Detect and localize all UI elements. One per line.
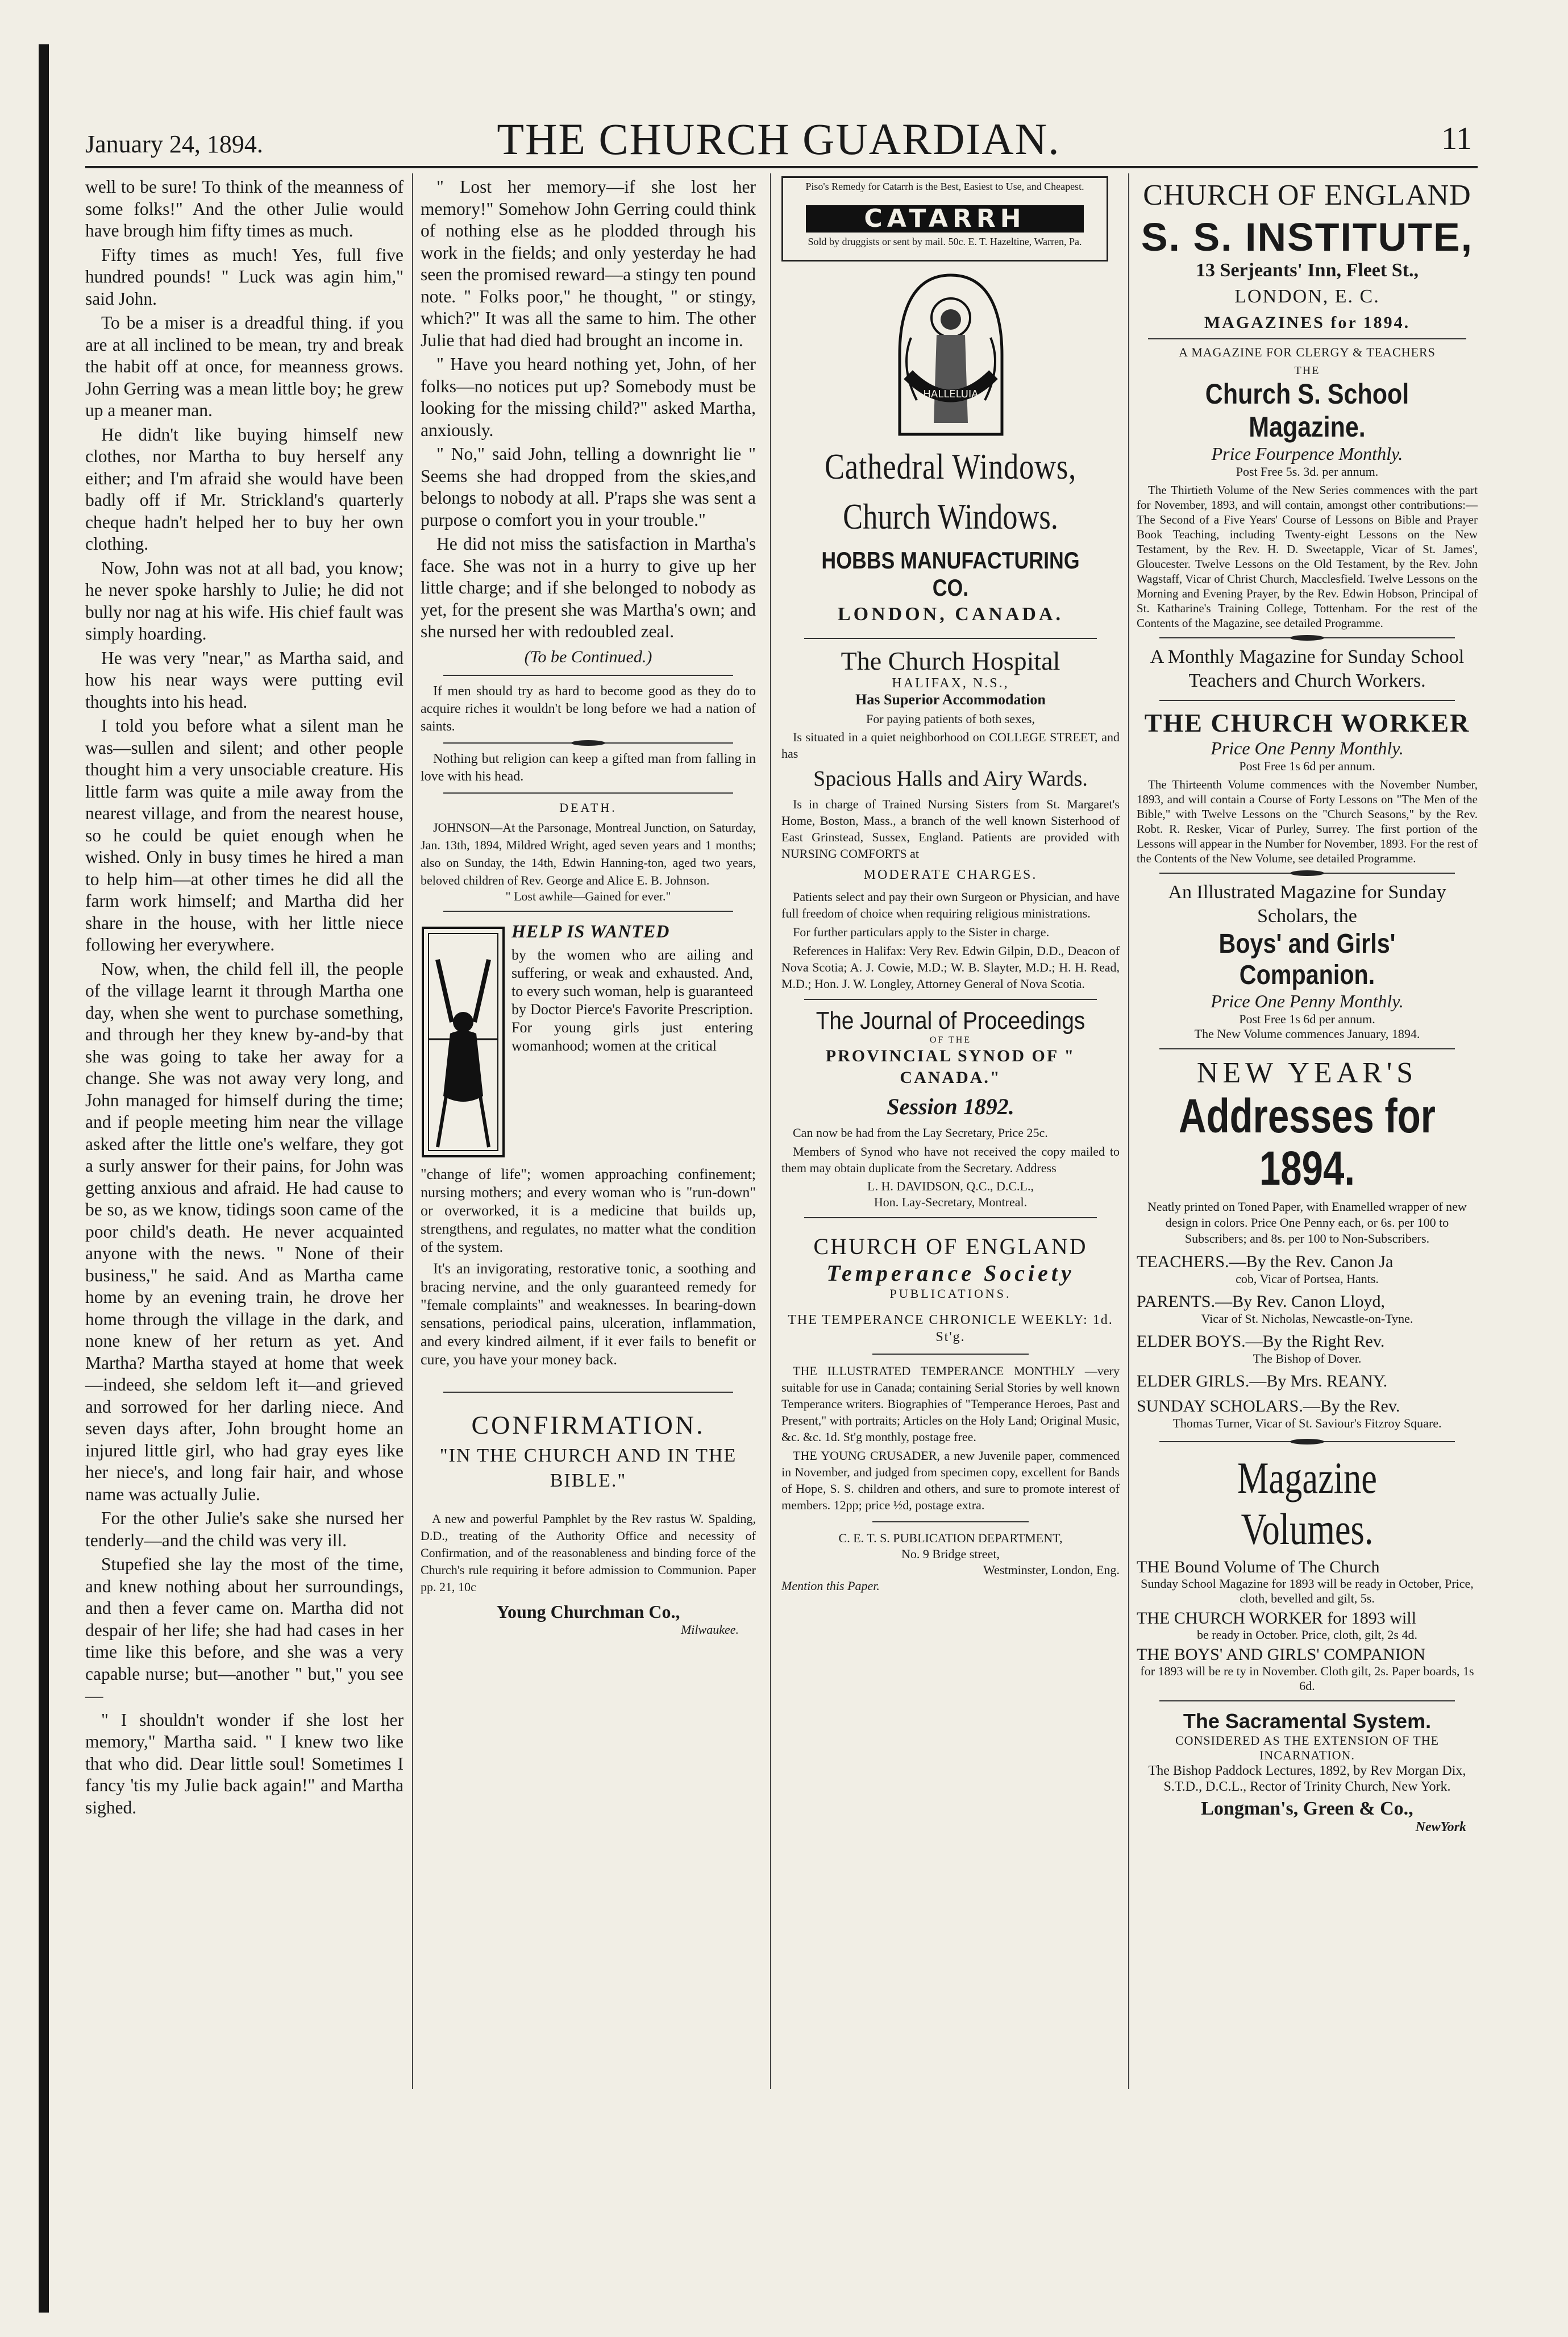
hospital-charges: MODERATE CHARGES.: [863, 867, 1038, 882]
hobbs-cities: LONDON, CANADA.: [837, 604, 1064, 625]
institute-coe: CHURCH OF ENGLAND: [1143, 179, 1471, 211]
temperance-address: No. 9 Bridge street,: [901, 1547, 1000, 1561]
angel-window-illustration: [877, 269, 1025, 440]
temperance-heading: CHURCH OF ENGLAND: [813, 1234, 1088, 1259]
catarrh-ad-bottom: Sold by druggists or sent by mail. 50c. E. T. Hazeltine, Warren, Pa.: [808, 236, 1082, 247]
address-entry: ELDER GIRLS.—By Mrs. REANY.: [1137, 1372, 1388, 1390]
filler-paragraph: If men should try as hard to become good as they do to acquire riches it wouldn't be long before we had a nation of saints.: [421, 683, 756, 734]
journal-synod: PROVINCIAL SYNOD OF " CANADA.": [825, 1047, 1076, 1087]
catarrh-word: CATARRH: [806, 205, 1084, 233]
journal-heading: The Journal of Proceedings: [816, 1007, 1085, 1035]
csm-post: Post Free 5s. 3d. per annum.: [1236, 464, 1379, 479]
cathedral-windows-heading: Cathedral Windows,: [824, 446, 1077, 487]
volume-entry: THE BOYS' AND GIRLS' COMPANION: [1137, 1645, 1426, 1664]
illustrated-magazine-text: An Illustrated Magazine for Sunday Scholars, the: [1168, 882, 1446, 927]
filler-paragraph: Nothing but religion can keep a gifted man from falling in love with his head.: [421, 751, 756, 784]
story-paragraph: He did not miss the satisfaction in Martha's face. She was not in a hurry to give up her little charge; and if she belonged to nobody as yet, for the present she was Martha's own; and she nursed her with redoubled zeal.: [421, 534, 756, 641]
ads-column-4: [1137, 176, 1478, 1835]
separator-rule: [1159, 700, 1455, 701]
longman-publisher: Longman's, Green & Co.,: [1201, 1798, 1413, 1819]
story-paragraph: " I shouldn't wonder if she lost her memory," Martha said. " I knew two like that who did. Dear little soul! Sometimes I fancy 'tis my Julie back again!" and Martha sighed.: [85, 1709, 404, 1817]
magazine-volumes-heading: Magazine Volumes.: [1237, 1453, 1377, 1554]
story-paragraph: Now, John was not at all bad, you know; he never spoke harshly to Julie; he did not bully nor nag at his wife. His chief fault was simply hoarding.: [85, 558, 404, 644]
help-wanted-text: It's an invigorating, restorative tonic, a soothing and bracing nervine, and the only guaranteed remedy for "female complaints" and weaknesses. In bearing-down sensations, periodical pains, ulceration, inflammation, and every kindred ailment, if it ever fails to benefit or cure, you have your money back.: [421, 1260, 756, 1368]
hobbs-company: HOBBS MANUFACTURING CO.: [821, 547, 1080, 601]
separator-rule: [1148, 338, 1466, 339]
catarrh-ad: [781, 176, 1108, 261]
volume-entry-sub: for 1893 will be re ty in November. Cloth gilt, 2s. Paper boards, 1s 6d.: [1140, 1664, 1474, 1693]
journal-text: Can now be had from the Lay Secretary, Price 25c.: [793, 1126, 1048, 1140]
page-number: 11: [1441, 121, 1472, 156]
separator-rule: [443, 1392, 733, 1393]
separator-rule: [443, 792, 733, 794]
temperance-text: THE ILLUSTRATED TEMPERANCE MONTHLY —very suitable for use in Canada; containing Serial Stories by well known Temperance writers. Biographies of "Temperance Heroes, Past and Present," with portraits; Articles on the Holy Land; Original Music, &c. &c. 1d. St'g monthly, postage free.: [781, 1364, 1120, 1444]
woman-figure-illustration: [421, 925, 506, 1159]
separator-rule: [804, 999, 1097, 1000]
separator-rule: [872, 1354, 1029, 1355]
confirmation-subtitle: "IN THE CHURCH AND IN THE BIBLE.": [439, 1444, 737, 1491]
confirmation-heading: CONFIRMATION.: [471, 1410, 705, 1439]
confirmation-city: Milwaukee.: [680, 1622, 739, 1637]
hospital-text: Is situated in a quiet neighborhood on COLLEGE STREET, and has: [781, 730, 1120, 761]
boys-girls-companion-title: Boys' and Girls' Companion.: [1218, 929, 1396, 990]
csm-description: The Thirtieth Volume of the New Series commences with the part for November, 1893, and will contain, amongst other contributions:—The Second of a Five Years' Course of Lessons on Bible and Prayer Book Teaching, including Twenty-eight Lessons on the New Testament, by the Rev. H. D. Sweetapple, Vicar of St. James', Gloucester. Twelve Lessons on the Old Testament, by the Rev. John Wagstaff, Vicar of Christ Church, Macclesfield. Twelve Lessons on the Morning and Evening Prayer, by the Rev. Edwin Hobson, Principal of St. Katharine's Training College, Tottenham. For the rest of the Contents of the Magazine, see detailed Programme.: [1137, 483, 1478, 630]
separator-rule: [1159, 873, 1455, 874]
story-paragraph: well to be sure! To think of the meanness of some folks!" And the other Julie would have brough him fifty times as much.: [85, 177, 404, 240]
hospital-spacious: Spacious Halls and Airy Wards.: [813, 767, 1088, 791]
mention-this-paper: Mention this Paper.: [781, 1579, 880, 1593]
paddock-lectures: The Bishop Paddock Lectures, 1892, by Rev Morgan Dix, S.T.D., D.C.L., Rector of Trinity Church, New York.: [1148, 1763, 1466, 1794]
hospital-text: For further particulars apply to the Sister in charge.: [793, 925, 1050, 939]
help-wanted-ad: [421, 921, 756, 1165]
volume-entry-sub: be ready in October. Price, cloth, gilt, 2s 4d.: [1197, 1628, 1417, 1642]
address-entry-sub: Vicar of St. Nicholas, Newcastle-on-Tyne.: [1201, 1311, 1413, 1326]
catarrh-ad-top: Piso's Remedy for Catarrh is the Best, Easiest to Use, and Cheapest.: [805, 181, 1084, 192]
story-paragraph: To be a miser is a dreadful thing. if you are at all inclined to be mean, try and break the habit off at once, for meanness grows. John Gerring was a mean little boy; he grew up a meaner man.: [85, 313, 404, 420]
issue-date: January 24, 1894.: [85, 130, 263, 158]
death-quote: " Lost awhile—Gained for ever.": [505, 889, 671, 903]
church-school-magazine-title: Church S. School Magazine.: [1205, 378, 1409, 443]
hospital-text: References in Halifax: Very Rev. Edwin Gilpin, D.D., Deacon of Nova Scotia; A. J. Cowie, M.D.; W. B. Slayter, M.D.; H. H. Read, M.D.; Hon. J. W. Longley, Attorney General of Nova Scotia.: [781, 944, 1120, 991]
volume-entry: THE CHURCH WORKER for 1893 will: [1137, 1609, 1416, 1628]
story-paragraph: For the other Julie's sake she nursed her tenderly—and the child was very ill.: [85, 1508, 404, 1550]
ads-column-3: [781, 176, 1120, 1594]
institute-title: S. S. INSTITUTE,: [1141, 215, 1474, 259]
addresses-heading: Addresses for 1894.: [1179, 1089, 1436, 1195]
temperance-text: THE YOUNG CRUSADER, a new Juvenile paper, commenced in November, and judged from specimen copy, excellent for Bands of Hope, S. S. children and others, and sure to promote interest of members. 12pp; price ½d, postage extra.: [781, 1448, 1120, 1512]
help-wanted-heading: HELP IS WANTED: [511, 920, 670, 941]
bgc-new-volume: The New Volume commences January, 1894.: [1194, 1027, 1420, 1041]
page-binding-edge: [39, 44, 49, 2313]
magazines-heading: MAGAZINES for 1894.: [1204, 313, 1411, 332]
separator-rule: [443, 675, 733, 676]
tcw-price: Price One Penny Monthly.: [1211, 738, 1404, 758]
story-column-2: [421, 176, 756, 1637]
institute-city: LONDON, E. C.: [1234, 286, 1380, 307]
story-paragraph: He didn't like buying himself new clothes, nor Martha to buy herself any either; and I'm afraid she would have been badly off if Mr. Strickland's quarterly cheque hadn't helped her to buy her own clothing.: [85, 424, 404, 554]
institute-address: 13 Serjeants' Inn, Fleet St.,: [1196, 260, 1419, 281]
story-paragraph: Now, when, the child fell ill, the people of the village learnt it through Martha one day, when she went to purchase something, and through her they knew by-and-by that she was going to take her away for a change. She was not away very long, and John managed for himself during the time; and if people meeting him near the village asked after the little one's welfare, they got a surly answer for their pains, for John was getting anxious and afraid. He had cause to be so, as we know, tidings soon came of the poor child's death. He never acquainted anyone with the news. " None of their business," he said. And as Martha came home by an evening train, he drove her home through the village in the dark, and none knew of her return as yet. And Martha? Martha stayed at home that week—indeed, she seldom left it—and grieved and sorrowed for her darling niece. And seven days after, John brought home an injured little girl, who had gray eyes like her niece's, and long fair hair, and whose name was actually Julie.: [85, 958, 404, 1504]
tcw-description: The Thirteenth Volume commences with the November Number, 1893, and will contain a Course of Forty Lessons on "The Men of the Bible," with Twelve Lessons on the "Church Seasons," by the Rev. Robt. R. Resker, Vicar of Purley, Surrey. The first portion of the Lessons will appear in the Number for November, 1893. For the rest of the Contents of the New Volume, see detailed Programme.: [1137, 778, 1478, 865]
church-worker-title: THE CHURCH WORKER: [1144, 708, 1470, 737]
monthly-magazine-text: A Monthly Magazine for Sunday School Teachers and Church Workers.: [1150, 646, 1465, 691]
longman-city: NewYork: [1415, 1820, 1466, 1834]
church-windows-heading: Church Windows.: [843, 496, 1058, 537]
new-years-heading: NEW YEAR'S: [1196, 1057, 1418, 1089]
confirmation-body: A new and powerful Pamphlet by the Rev rastus W. Spalding, D.D., treating of the Authority Office and necessity of Confirmation, and of the reasonableness and binding force of the Church's rule requiring it before admission to Communion. Paper pp. 21, 10c: [421, 1511, 756, 1594]
separator-rule: [804, 638, 1097, 639]
address-entry-sub: Thomas Turner, Vicar of St. Saviour's Fitzroy Square.: [1172, 1416, 1442, 1430]
hospital-text: Patients select and pay their own Surgeon or Physician, and have full freedom of choice when requiring religious ministrations.: [781, 890, 1120, 920]
story-paragraph: Fifty times as much! Yes, full five hundred pounds! " Luck was agin him," said John.: [85, 244, 404, 309]
column-divider: [770, 173, 771, 2089]
journal-secretary-name: L. H. DAVIDSON, Q.C., D.C.L.,: [867, 1179, 1034, 1193]
volume-entry: THE Bound Volume of The Church: [1137, 1558, 1380, 1576]
separator-rule: [872, 1521, 1029, 1522]
page-header: [85, 114, 1472, 165]
journal-text: Members of Synod who have not received the copy mailed to them may obtain duplicate from the Secretary. Address: [781, 1144, 1120, 1175]
separator-rule: [1159, 637, 1455, 638]
temperance-chronicle: THE TEMPERANCE CHRONICLE WEEKLY: 1d. St'g.: [788, 1313, 1113, 1344]
column-divider: [412, 173, 413, 2089]
header-rule: [85, 166, 1478, 168]
sacramental-considered: CONSIDERED AS THE EXTENSION OF THE INCARNATION.: [1175, 1733, 1440, 1762]
hospital-heading: The Church Hospital: [841, 646, 1060, 675]
address-entry: TEACHERS.—By the Rev. Canon Ja: [1137, 1252, 1394, 1271]
address-entry: ELDER BOYS.—By the Right Rev.: [1137, 1332, 1385, 1351]
newspaper-title: THE CHURCH GUARDIAN.: [497, 114, 1060, 164]
story-paragraph: Stupefied she lay the most of the time, and knew nothing about her surroundings, and then a fever came on. Martha did not despair of her life; she had had cases in her time like this before, and she was a very capable nurse; but—another " but," you see—: [85, 1554, 404, 1705]
temperance-dept: C. E. T. S. PUBLICATION DEPARTMENT,: [838, 1531, 1063, 1545]
volume-entry-sub: Sunday School Magazine for 1893 will be ready in October, Price, cloth, bevelled and gilt, 5s.: [1141, 1576, 1474, 1605]
journal-of-the: OF THE: [929, 1035, 972, 1045]
help-wanted-text: by the women who are ailing and suffering, or weak and exhausted. And, to every such woman, help is guaranteed by Doctor Pierce's Favorite Prescription. For young girls just entering womanhood; women at the critical: [511, 946, 753, 1054]
sacramental-system-heading: The Sacramental System.: [1183, 1709, 1432, 1733]
journal-session: Session 1892.: [887, 1094, 1014, 1119]
to-be-continued: (To be Continued.): [524, 647, 652, 666]
separator-rule: [443, 742, 733, 744]
help-wanted-text: "change of life"; women approaching confinement; nursing mothers; and every woman who is "run-down" or overworked, it is a medicine that builds up, strengthens, and regulates, no matter what the condition of the system.: [421, 1165, 756, 1255]
hospital-for: For paying patients of both sexes,: [866, 712, 1035, 726]
column-divider: [1128, 173, 1129, 2089]
story-paragraph: " Lost her memory—if she lost her memory!" Somehow John Gerring could think of nothing else as he plodded through his work in the fields; and only yesterday he had seen the promised reward—a stingy ten pound note. " Folks poor," he thought, " or stingy, which?" It was all the same to him. The other Julie that had died had brought an income in.: [421, 177, 756, 350]
death-heading: DEATH.: [559, 800, 617, 815]
hospital-text: Is in charge of Trained Nursing Sisters from St. Margaret's Home, Boston, Mass., a branch of the well known Sisterhood of East Grinstead, Sussex, England. Patients are provided with NURSING COMFORTS at: [781, 797, 1120, 861]
death-notice: JOHNSON—At the Parsonage, Montreal Junction, on Saturday, Jan. 13th, 1894, Mildred Wright, aged seven years and 1 months; also on Sunday, the 14th, Edwin Hanning-ton, aged two years, beloved children of Rev. George and Alice E. B. Johnson.: [421, 820, 756, 887]
bgc-post: Post Free 1s 6d per annum.: [1239, 1012, 1375, 1026]
temperance-society: Temperance Society: [826, 1260, 1075, 1286]
story-paragraph: " Have you heard nothing yet, John, of her folks—no notices put up? Somebody must be looking for the missing child?" asked Martha, anxiously.: [421, 354, 756, 440]
story-column-1: [85, 176, 404, 1821]
separator-rule: [443, 911, 733, 912]
separator-rule: [1159, 1441, 1455, 1442]
address-entry: PARENTS.—By Rev. Canon Lloyd,: [1137, 1292, 1385, 1311]
address-entry-sub: cob, Vicar of Portsea, Hants.: [1236, 1272, 1379, 1286]
separator-rule: [804, 1217, 1097, 1218]
csm-price: Price Fourpence Monthly.: [1211, 443, 1403, 464]
journal-secretary-role: Hon. Lay-Secretary, Montreal.: [874, 1195, 1028, 1209]
address-entry: SUNDAY SCHOLARS.—By the Rev.: [1137, 1397, 1400, 1416]
story-paragraph: " No," said John, telling a downright lie " Seems she had dropped from the skies,and belongs to nobody at all. P'raps she was sent a purpose o comfort you in your trouble.": [421, 444, 756, 530]
story-paragraph: I told you before what a silent man he was—sullen and silent; and other people thought him a very unsociable creature. His little farm was quite a mile away from the nearest village, and from the nearest house, so he could be quiet enough when he wished. Only in busy times he hired a man to help him—at other times he did all the farm work himself; and Martha did her share in the house, with her little niece following her everywhere.: [85, 716, 404, 954]
tcw-post: Post Free 1s 6d per annum.: [1239, 759, 1375, 773]
hospital-city: HALIFAX, N.S.,: [892, 676, 1009, 691]
bgc-price: Price One Penny Monthly.: [1211, 991, 1404, 1011]
address-entry-sub: The Bishop of Dover.: [1253, 1351, 1362, 1365]
angel-banner-text: HALLELUIA: [922, 388, 979, 400]
the-label: THE: [1294, 364, 1320, 377]
magazine-for-clergy: A MAGAZINE FOR CLERGY & TEACHERS: [1179, 345, 1436, 359]
hospital-tagline: Has Superior Accommodation: [855, 691, 1046, 708]
separator-rule: [1159, 1048, 1455, 1049]
confirmation-publisher: Young Churchman Co.,: [496, 1601, 680, 1622]
addresses-description: Neatly printed on Toned Paper, with Enamelled wrapper of new design in colors. Price One Penny each, or 6s. per 100 to Subscribers; and 8s. per 100 to Non-Subscribers.: [1147, 1199, 1467, 1246]
separator-rule: [1159, 1700, 1455, 1701]
story-paragraph: He was very "near," as Martha said, and how his near ways were putting evil thoughts into his head.: [85, 647, 404, 712]
temperance-publications: PUBLICATIONS.: [889, 1286, 1012, 1301]
temperance-address: Westminster, London, Eng.: [983, 1563, 1120, 1577]
